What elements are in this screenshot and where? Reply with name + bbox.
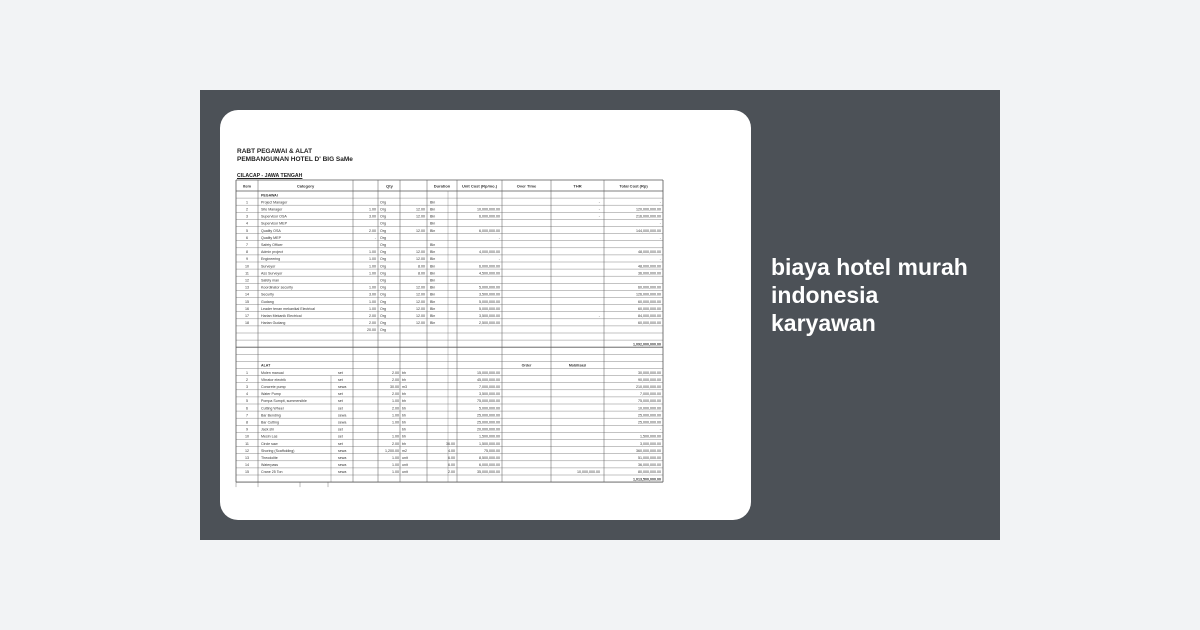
item-number: 7 xyxy=(246,413,248,418)
category-cell: Ass Surveyor xyxy=(261,271,283,276)
caption-text: biaya hotel murah indonesia karyawan xyxy=(771,254,968,336)
qty-unit-cell: m2 xyxy=(402,448,407,453)
total-cell: - xyxy=(659,235,661,240)
category-cell: Concrete pump xyxy=(261,385,286,389)
qty-cell: 1.00 xyxy=(392,399,399,404)
qty-unit-cell: unit xyxy=(402,456,408,460)
qty-unit-cell: bh xyxy=(402,406,406,411)
duration-cell: 12.00 xyxy=(416,214,425,219)
unit-type-cell: set xyxy=(338,441,343,446)
duration-cell: 12.00 xyxy=(416,207,425,212)
qty-cell: 1.00 xyxy=(392,456,399,460)
category-cell: Gudang xyxy=(261,299,274,304)
column-label: Mobilisasi xyxy=(568,363,587,368)
item-number: 8 xyxy=(246,420,248,425)
category-cell: Project Manager xyxy=(261,200,288,205)
spreadsheet-table xyxy=(220,110,751,520)
total-cell: 36,000,000.00 xyxy=(638,271,661,276)
qty-unit-cell: Org xyxy=(380,214,386,219)
total-cell: - xyxy=(659,257,661,262)
item-number: 14 xyxy=(245,292,249,297)
total-cell: 216,000,000.00 xyxy=(636,214,661,219)
category-cell: Bar Cutting xyxy=(261,420,279,425)
featured-card xyxy=(200,90,1000,540)
qty-unit-cell: Org xyxy=(380,250,386,255)
category-cell: Safety Officer xyxy=(261,243,283,247)
category-cell: Site Manager xyxy=(261,207,283,212)
unit-cost-cell: 5,000,000.00 xyxy=(479,299,500,304)
category-cell: Mesin Las xyxy=(261,434,278,439)
unit-type-cell: sewa xyxy=(338,420,347,425)
category-cell: Shoring (Scaffolding) xyxy=(261,448,295,453)
duration-cell: 8.00 xyxy=(418,271,425,276)
item-number: 3 xyxy=(246,385,248,389)
duration-unit-cell: Bln xyxy=(430,292,436,297)
qty-unit-cell: bh xyxy=(402,413,406,418)
total-cell: 60,000,000.00 xyxy=(638,299,661,304)
qty-cell: 1.00 xyxy=(369,271,376,276)
item-number: 12 xyxy=(245,278,249,283)
unit-cost-cell: 5,000,000.00 xyxy=(479,406,500,411)
duration-cell: 12.00 xyxy=(416,228,425,233)
duration-cell: 4.00 xyxy=(448,448,455,453)
qty-cell: 1,200.00 xyxy=(385,448,399,453)
total-cell: 60,000,000.00 xyxy=(638,285,661,290)
unit-cost-cell: 25,000,000.00 xyxy=(477,420,500,425)
category-cell: Harian Gudang xyxy=(261,321,286,326)
qty-unit-cell: bh xyxy=(402,441,406,446)
category-cell: Supervisor MEP xyxy=(261,221,287,226)
unit-type-cell: sewa xyxy=(338,463,347,468)
total-cell: 60,000,000.00 xyxy=(638,306,661,311)
unit-cost-cell: 2,500,000.00 xyxy=(479,321,500,326)
qty-unit-cell: Org xyxy=(380,257,386,262)
item-number: 4 xyxy=(246,221,248,226)
doc-location: CILACAP - JAWA TENGAH xyxy=(237,173,303,179)
category-cell: Quality MEP xyxy=(261,235,281,240)
qty-cell: 1.00 xyxy=(369,257,376,262)
qty-cell: 1.00 xyxy=(392,413,399,418)
unit-cost-cell: 5,000,000.00 xyxy=(479,306,500,311)
unit-cost-cell: 1,500,000.00 xyxy=(479,441,500,446)
qty-unit-cell: Org xyxy=(380,200,386,205)
qty-unit-cell: Org xyxy=(380,221,386,226)
table-header-cell: Qty xyxy=(386,183,393,189)
item-number: 7 xyxy=(246,243,248,247)
qty-cell: 1.00 xyxy=(392,470,399,475)
item-number: 17 xyxy=(245,314,249,318)
unit-type-cell: set xyxy=(338,427,343,432)
duration-unit-cell: Bln xyxy=(430,221,436,226)
duration-cell: 6.00 xyxy=(448,456,455,460)
item-number: 2 xyxy=(246,207,248,212)
unit-cost-cell: 75,000.00 xyxy=(484,448,500,453)
qty-unit-cell: Org xyxy=(380,271,386,276)
mobilisasi-cell: 10,000,000.00 xyxy=(577,470,600,475)
item-number: 1 xyxy=(246,200,248,205)
category-cell: Koordinator security xyxy=(261,285,293,290)
duration-cell: 12.00 xyxy=(416,306,425,311)
duration-cell: 8.00 xyxy=(418,264,425,269)
unit-cost-cell: 6,000,000.00 xyxy=(479,463,500,468)
unit-cost-cell: 5,000,000.00 xyxy=(479,285,500,290)
qty-total: 20.00 xyxy=(367,328,376,333)
category-cell: Jack shi xyxy=(261,427,274,432)
qty-unit-cell: Org xyxy=(380,321,386,326)
item-number: 13 xyxy=(245,285,249,290)
duration-cell: 12.00 xyxy=(416,285,425,290)
total-cell: 75,000,000.00 xyxy=(638,399,661,404)
qty-cell: 1.00 xyxy=(392,463,399,468)
total-cell: 3,000,000.00 xyxy=(640,441,661,446)
unit-type-cell: set xyxy=(338,370,343,375)
duration-cell: 12.00 xyxy=(416,321,425,326)
qty-unit-cell: bh xyxy=(402,370,406,375)
qty-cell: 3.00 xyxy=(369,214,376,219)
table-header-cell: Over Time xyxy=(516,183,537,189)
duration-cell: 6.00 xyxy=(448,463,455,468)
unit-cost-cell: 7,000,000.00 xyxy=(479,385,500,389)
duration-unit-cell: Bln xyxy=(430,207,436,212)
total-cell: 36,000,000.00 xyxy=(638,463,661,468)
item-number: 16 xyxy=(245,306,249,311)
item-number: 15 xyxy=(245,299,249,304)
unit-cost-cell: 1,500,000.00 xyxy=(479,434,500,439)
category-cell: Supervisor OSA xyxy=(261,214,287,219)
category-cell: Crane 25 Ton xyxy=(261,470,283,475)
item-number: 10 xyxy=(245,434,249,439)
unit-cost-cell: 6,000,000.00 xyxy=(479,214,500,219)
grand-total: 1,092,000,000.00 xyxy=(633,342,661,347)
qty-cell: 2.00 xyxy=(369,228,376,233)
qty-cell: 2.00 xyxy=(392,406,399,411)
qty-unit-cell: unit xyxy=(402,470,408,475)
qty-unit-cell: Org xyxy=(380,299,386,304)
total-cell: 210,000,000.00 xyxy=(636,385,661,389)
category-cell: Waterpass xyxy=(261,463,279,468)
qty-cell: 2.00 xyxy=(392,392,399,397)
qty-cell: 1.00 xyxy=(369,299,376,304)
total-cell: 10,000,000.00 xyxy=(638,406,661,411)
item-number: 15 xyxy=(245,470,249,475)
item-number: 10 xyxy=(245,264,249,269)
category-cell: Leader tenan mekanikal Electrical xyxy=(261,306,315,311)
total-cell: 25,000,000.00 xyxy=(638,413,661,418)
category-cell: Quality OSA xyxy=(261,228,281,233)
qty-cell: 2.00 xyxy=(392,441,399,446)
qty-cell: 1.00 xyxy=(369,250,376,255)
unit-cost-cell: 75,000,000.00 xyxy=(477,399,500,404)
item-number: 6 xyxy=(246,406,248,411)
total-cell: 1,500,000.00 xyxy=(640,434,661,439)
qty-unit-cell: Org xyxy=(380,243,386,247)
category-cell: Water Pump xyxy=(261,392,281,397)
unit-cost-cell: 4,000,000.00 xyxy=(479,250,500,255)
unit-cost-cell: 10,000,000.00 xyxy=(477,207,500,212)
duration-cell: 12.00 xyxy=(416,299,425,304)
qty-unit-cell: bh xyxy=(402,392,406,397)
unit-cost-cell: 20,000,000.00 xyxy=(477,427,500,432)
duration-unit-cell: Bln xyxy=(430,321,436,326)
category-cell: Security xyxy=(261,292,274,297)
qty-unit-cell: bh xyxy=(402,399,406,404)
duration-cell: 12.00 xyxy=(416,257,425,262)
item-number: 5 xyxy=(246,228,248,233)
unit-type-cell: sewa xyxy=(338,413,347,418)
unit-type-cell: sewa xyxy=(338,448,347,453)
item-number: 11 xyxy=(245,441,249,446)
total-cell: 144,000,000.00 xyxy=(636,228,661,233)
qty-unit-cell: bh xyxy=(402,434,406,439)
total-cell: 90,000,000.00 xyxy=(638,377,661,382)
unit-type-cell: set xyxy=(338,392,343,397)
table-header-cell: Item xyxy=(242,183,252,189)
unit-cost-cell: 35,000,000.00 xyxy=(477,470,500,475)
unit-cost-cell: 6,000,000.00 xyxy=(479,264,500,269)
qty-cell: 2.00 xyxy=(392,377,399,382)
qty-cell: 2.00 xyxy=(369,321,376,326)
thr-cell: - xyxy=(598,314,600,318)
duration-cell: 2.00 xyxy=(448,470,455,475)
duration-unit-cell: Bln xyxy=(430,306,436,311)
total-cell: 51,000,000.00 xyxy=(638,456,661,460)
qty-unit-cell: m3 xyxy=(402,385,407,389)
qty-cell: 3.00 xyxy=(369,292,376,297)
unit-cost-cell: 3,500,000.00 xyxy=(479,314,500,318)
table-header-cell: Total Cost (Rp) xyxy=(619,183,648,189)
column-label: Order xyxy=(521,363,532,368)
unit-type-cell: sewa xyxy=(338,385,347,389)
unit-cost-cell: - xyxy=(498,257,500,262)
item-number: 18 xyxy=(245,321,249,326)
duration-cell: 12.00 xyxy=(416,314,425,318)
category-cell: Admin project xyxy=(261,250,283,255)
total-cell: - xyxy=(659,427,661,432)
qty-unit-cell: Org xyxy=(380,314,386,318)
category-cell: Circle saw xyxy=(261,441,278,446)
item-number: 9 xyxy=(246,427,248,432)
qty-unit-cell: bh xyxy=(402,427,406,432)
qty-unit-cell: Org xyxy=(380,285,386,290)
qty-cell: 1.00 xyxy=(369,285,376,290)
item-number: 1 xyxy=(246,370,248,375)
unit-cost-cell: 15,000,000.00 xyxy=(477,370,500,375)
table-header-cell: Category xyxy=(296,183,315,189)
duration-unit-cell: Bln xyxy=(430,285,436,290)
qty-unit-cell: Org xyxy=(380,292,386,297)
duration-unit-cell: Bln xyxy=(430,271,436,276)
duration-unit-cell: Bln xyxy=(430,228,436,233)
qty-cell: 1.00 xyxy=(392,420,399,425)
total-cell: - xyxy=(659,221,661,226)
unit-type-cell: sewa xyxy=(338,470,347,475)
item-number: 2 xyxy=(246,377,248,382)
doc-title: RABT PEGAWAI & ALAT xyxy=(237,148,313,155)
section-label: ALAT xyxy=(261,363,271,368)
duration-cell: 12.00 xyxy=(416,292,425,297)
duration-cell: 36.00 xyxy=(446,441,455,446)
duration-unit-cell: Bln xyxy=(430,243,436,247)
qty-unit-cell: Org xyxy=(380,278,386,283)
unit-cost-cell: - xyxy=(498,235,500,240)
qty-unit-cell: Org xyxy=(380,306,386,311)
item-number: 9 xyxy=(246,257,248,262)
total-cell: 60,000,000.00 xyxy=(638,321,661,326)
item-number: 13 xyxy=(245,456,249,460)
duration-cell: 12.00 xyxy=(416,250,425,255)
qty-cell: 30.00 xyxy=(390,385,399,389)
doc-subtitle: PEMBANGUNAN HOTEL D' BIG SaMe xyxy=(237,156,353,163)
category-cell: Theodolite xyxy=(261,456,278,460)
item-number: 3 xyxy=(246,214,248,219)
unit-type-cell: sewa xyxy=(338,456,347,460)
section-label: PEGAWAI xyxy=(261,193,278,198)
item-number: 4 xyxy=(246,392,248,397)
qty-unit-cell: Org xyxy=(380,235,386,240)
unit-cost-cell: 3,500,000.00 xyxy=(479,292,500,297)
duration-unit-cell: Bln xyxy=(430,200,436,205)
qty-cell: 1.00 xyxy=(369,207,376,212)
unit-cost-cell: 6,000,000.00 xyxy=(479,228,500,233)
item-number: 11 xyxy=(245,271,249,276)
unit-type-cell: set xyxy=(338,377,343,382)
unit-cost-cell: 25,000,000.00 xyxy=(477,413,500,418)
duration-unit-cell: Bln xyxy=(430,214,436,219)
qty-cell: 2.00 xyxy=(369,314,376,318)
document-image xyxy=(220,110,751,520)
qty-unit-cell: Org xyxy=(380,228,386,233)
total-cell: 48,000,000.00 xyxy=(638,264,661,269)
qty-unit-cell: bh xyxy=(402,420,406,425)
total-cell: 80,000,000.00 xyxy=(638,470,661,475)
unit-cost-cell: 45,000,000.00 xyxy=(477,377,500,382)
unit-cost-cell: 4,500,000.00 xyxy=(479,271,500,276)
total-cell: - xyxy=(659,200,661,205)
duration-unit-cell: Bln xyxy=(430,250,436,255)
qty-unit-cell: Org xyxy=(380,207,386,212)
qty-cell: 1.00 xyxy=(369,306,376,311)
thr-cell: - xyxy=(598,200,600,205)
item-number: 5 xyxy=(246,399,248,404)
category-cell: Bar Bending xyxy=(261,413,281,418)
unit-cost-cell: 8,500,000.00 xyxy=(479,456,500,460)
qty-cell: - xyxy=(374,235,376,240)
total-cell: 126,000,000.00 xyxy=(636,292,661,297)
item-number: 6 xyxy=(246,235,248,240)
category-cell: Surveyor xyxy=(261,264,276,269)
table-header-cell: Duration xyxy=(433,183,451,189)
table-header-cell: THR xyxy=(573,183,582,189)
total-cell: 120,000,000.00 xyxy=(636,207,661,212)
qty-total-unit: Org xyxy=(380,328,386,333)
total-cell: 30,000,000.00 xyxy=(638,370,661,375)
total-cell: 360,000,000.00 xyxy=(636,448,661,453)
item-number: 14 xyxy=(245,463,249,468)
total-cell: 84,000,000.00 xyxy=(638,314,661,318)
qty-unit-cell: unit xyxy=(402,463,408,468)
category-cell: Harian Mekanik Electrical xyxy=(261,314,302,318)
qty-unit-cell: bh xyxy=(402,377,406,382)
duration-unit-cell: Bln xyxy=(430,278,436,283)
unit-cost-cell: 3,500,000.00 xyxy=(479,392,500,397)
total-cell: 48,000,000.00 xyxy=(638,250,661,255)
category-cell: Safety man xyxy=(261,278,280,283)
duration-unit-cell: Bln xyxy=(430,264,436,269)
category-cell: Engineering xyxy=(261,257,281,262)
duration-unit-cell: Bln xyxy=(430,314,436,318)
total-cell: 7,000,000.00 xyxy=(640,392,661,397)
category-cell: Cutting Wheel xyxy=(261,406,284,411)
qty-cell: 2.00 xyxy=(392,370,399,375)
thr-cell: - xyxy=(598,214,600,219)
qty-cell: 1.00 xyxy=(392,434,399,439)
item-number: 8 xyxy=(246,250,248,255)
table-header-cell: Unit Cost (Rp/mo.) xyxy=(461,183,498,189)
duration-unit-cell: Bln xyxy=(430,299,436,304)
unit-type-cell: set xyxy=(338,399,343,404)
item-number: 12 xyxy=(245,448,249,453)
grand-total: 1,013,500,000.00 xyxy=(633,477,661,482)
duration-unit-cell: Bln xyxy=(430,257,436,262)
unit-type-cell: set xyxy=(338,406,343,411)
thr-cell: - xyxy=(598,207,600,212)
category-cell: Molen manual xyxy=(261,370,284,375)
qty-unit-cell: Org xyxy=(380,264,386,269)
qty-cell: 1.00 xyxy=(369,264,376,269)
total-cell: 25,000,000.00 xyxy=(638,420,661,425)
category-cell: Vibrator electrik xyxy=(261,377,286,382)
unit-type-cell: set xyxy=(338,434,343,439)
category-cell: Pompa Sumpit, summersible xyxy=(261,399,307,404)
